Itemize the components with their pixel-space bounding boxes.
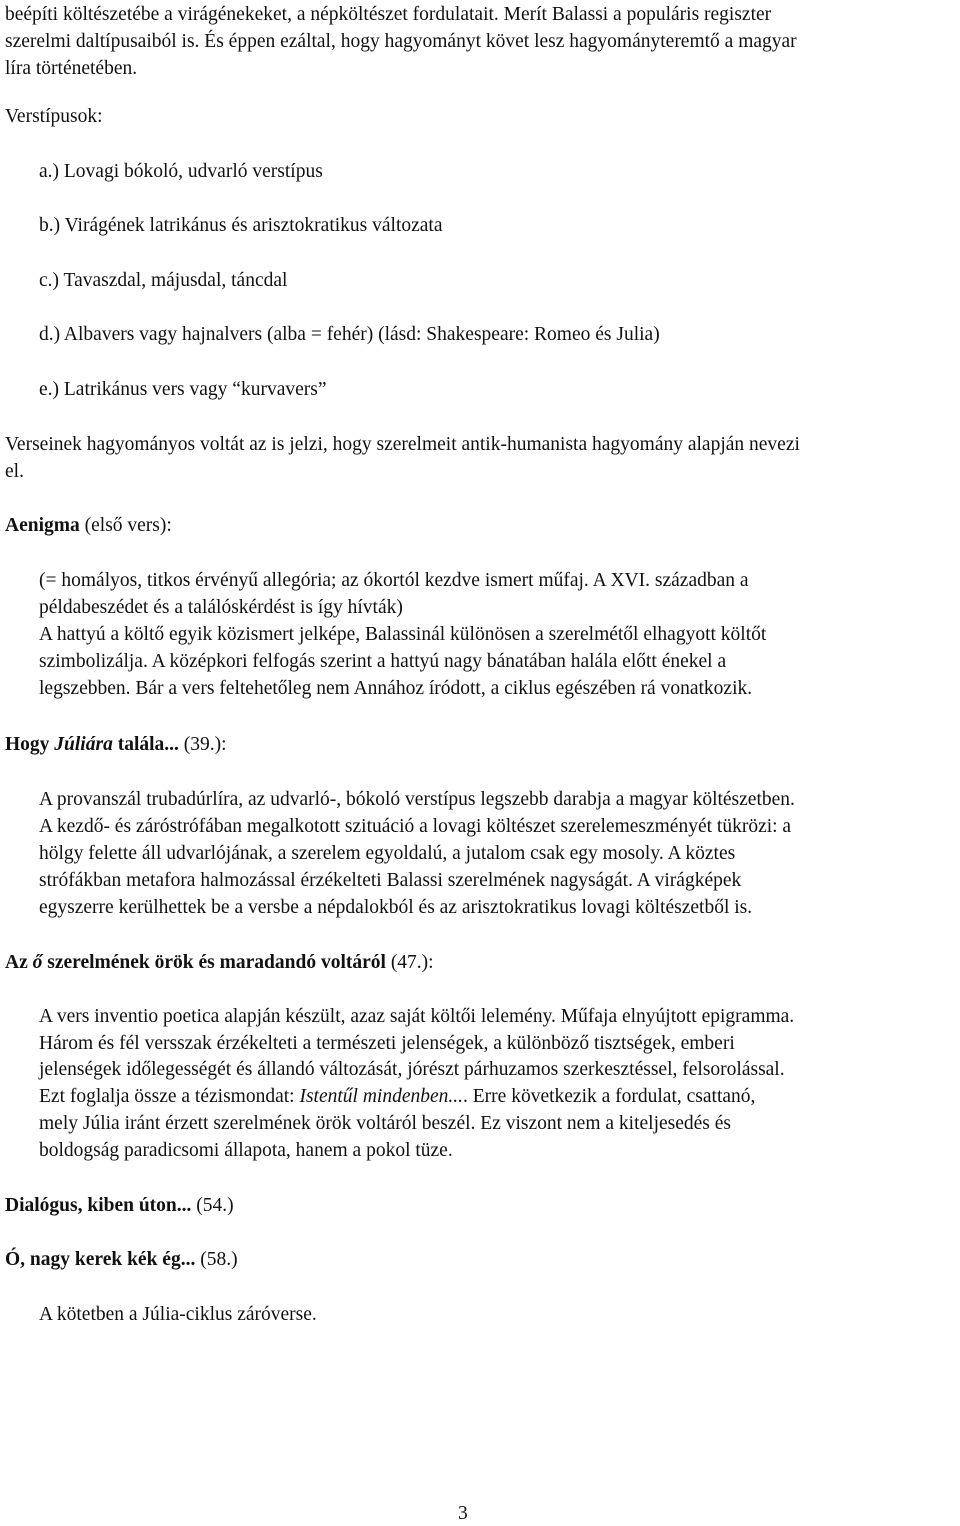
- section-heading-aenigma: [5, 516, 172, 536]
- paragraph-line: A provanszál trubadúrlíra, az udvarló-, bókoló verstípus legszebb darabja a magyar költészetben.: [39, 789, 795, 810]
- section-heading-hogy-juliara: [5, 735, 227, 755]
- paragraph-line: legszebben. Bár a vers feltehetőleg nem Annához íródott, a ciklus egészében rá vonatkozik.: [39, 678, 753, 699]
- heading-suffix: (47.):: [385, 952, 434, 973]
- heading-title-a: Hogy: [5, 734, 55, 755]
- verstipusok-heading: Verstípusok:: [5, 106, 103, 127]
- verstipus-item: e.) Latrikánus vers vagy “kurvavers”: [39, 379, 327, 400]
- paragraph-line: strófákban metafora halmozással érzékelteti Balassi szerelmének nagyságát. A virágképek: [39, 870, 742, 891]
- heading-title-b: Júliára: [54, 734, 113, 755]
- paragraph-line: A kötetben a Júlia-ciklus záróverse.: [39, 1304, 317, 1325]
- section-heading-o-nagy: [5, 1250, 238, 1270]
- heading-suffix: (első vers):: [79, 515, 172, 536]
- heading-suffix: (39.):: [178, 734, 227, 755]
- heading-title: Aenigma: [5, 515, 80, 536]
- intro-line: líra történetében.: [5, 58, 138, 79]
- quoted-thesis: Istentűl mindenben...: [299, 1086, 464, 1107]
- line-text: . Erre következik a fordulat, csattanó,: [463, 1086, 756, 1107]
- heading-title-c: talála...: [112, 734, 179, 755]
- paragraph-line: egyszerre kerülhettek be a versbe a népdalokból és az arisztokratikus lovagi költészetből is.: [39, 897, 753, 918]
- paragraph-line: [39, 1087, 755, 1107]
- paragraph-line: Verseinek hagyományos voltát az is jelzi, hogy szerelmeit antik-humanista hagyomány alapján nevezi: [5, 434, 800, 455]
- intro-line: beépíti költészetébe a virágénekeket, a népköltészet fordulatait. Merít Balassi a populáris regiszter: [5, 4, 772, 25]
- paragraph-line: jelenségek időlegességét és állandó változását, jórészt párhuzamos szerkesztéssel, felsorolással.: [39, 1059, 785, 1080]
- page-number: 3: [458, 1503, 468, 1524]
- paragraph-line: szimbolizálja. A középkori felfogás szerint a hattyú nagy bánatában halála előtt énekel a: [39, 651, 727, 672]
- paragraph-line: példabeszédet és a találóskérdést is így hívták): [39, 597, 403, 618]
- paragraph-line: (= homályos, titkos érvényű allegória; az ókortól kezdve ismert műfaj. A XVI. században a: [39, 570, 749, 591]
- heading-title-b: ő: [32, 952, 43, 973]
- heading-title: Dialógus, kiben úton...: [5, 1195, 192, 1216]
- verstipus-item: a.) Lovagi bókoló, udvarló verstípus: [39, 161, 323, 182]
- verstipus-item: d.) Albavers vagy hajnalvers (alba = fehér) (lásd: Shakespeare: Romeo és Julia): [39, 324, 660, 345]
- line-text: Ezt foglalja össze a tézismondat:: [39, 1086, 300, 1107]
- verstipus-item: c.) Tavaszdal, májusdal, táncdal: [39, 270, 288, 291]
- paragraph-line: A vers inventio poetica alapján készült, azaz saját költői lelemény. Műfaja elnyújtott epigramma.: [39, 1006, 795, 1027]
- paragraph-line: hölgy felette áll udvarlójának, a szerelem egyoldalú, a jutalom csak egy mosoly. A köztes: [39, 843, 736, 864]
- heading-title-a: Az: [5, 952, 33, 973]
- paragraph-line: Három és fél versszak érzékelteti a természeti jelenségek, a különböző tisztségek, emberi: [39, 1033, 735, 1054]
- paragraph-line: el.: [5, 461, 24, 482]
- heading-title-c: szerelmének örök és maradandó voltáról: [42, 952, 386, 973]
- section-heading-az-o-szerelmenek: [5, 953, 434, 973]
- heading-suffix: (54.): [191, 1195, 234, 1216]
- paragraph-line: boldogság paradicsomi állapota, hanem a pokol tüze.: [39, 1140, 453, 1161]
- verstipus-item: b.) Virágének latrikánus és arisztokratikus változata: [39, 215, 443, 236]
- heading-title: Ó, nagy kerek kék ég...: [5, 1249, 196, 1270]
- intro-line: szerelmi daltípusaiból is. És éppen ezáltal, hogy hagyományt követ lesz hagyományteremtő a magyar: [5, 31, 797, 52]
- section-heading-dialogus: [5, 1196, 234, 1216]
- paragraph-line: A kezdő- és záróstrófában megalkotott szituáció a lovagi költészet szerelemeszményét tükrözi: a: [39, 816, 792, 837]
- heading-suffix: (58.): [195, 1249, 238, 1270]
- paragraph-line: A hattyú a költő egyik közismert jelképe, Balassinál különösen a szerelmétől elhagyott költőt: [39, 624, 767, 645]
- paragraph-line: mely Júlia iránt érzett szerelmének örök voltáról beszél. Ez viszont nem a kiteljesedés és: [39, 1113, 731, 1134]
